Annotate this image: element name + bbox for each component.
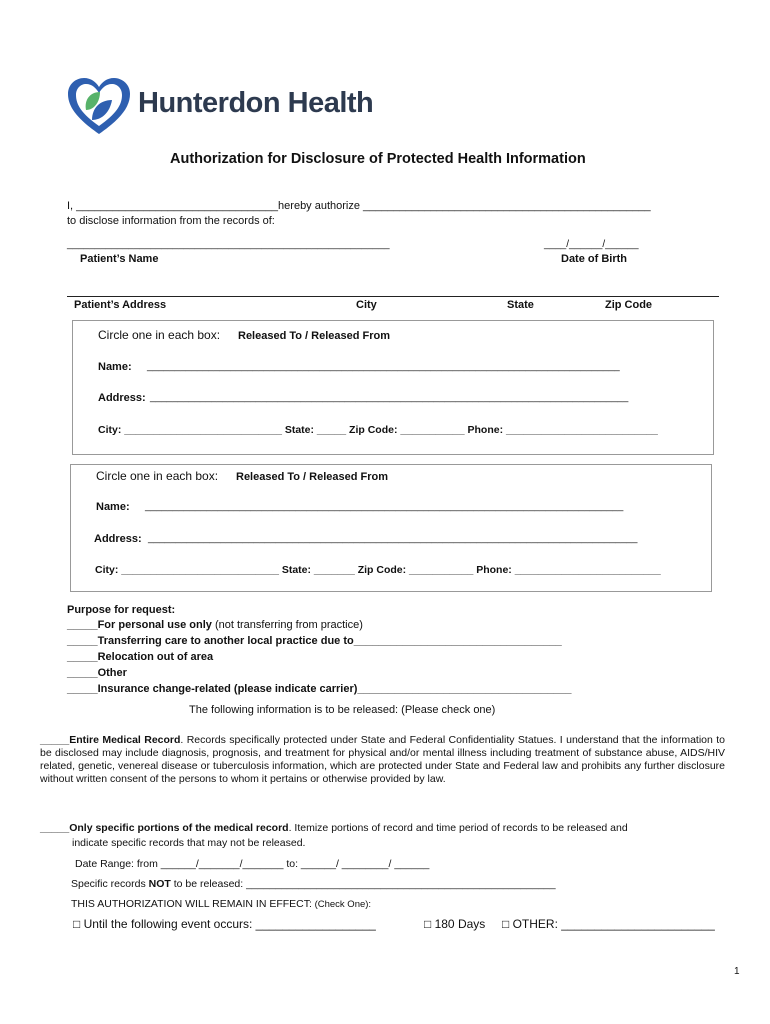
purpose-option-relocation[interactable]: _____Relocation out of area	[67, 651, 214, 663]
purpose-option-insurance[interactable]: _____Insurance change-related (please indicate carrier)___________________________________	[67, 683, 572, 695]
released-options-1[interactable]: Released To / Released From	[238, 330, 391, 342]
effect-heading-text: THIS AUTHORIZATION WILL REMAIN IN EFFECT:	[71, 898, 312, 910]
name-field-2[interactable]: ______________________________________________________________________________________	[145, 501, 624, 512]
purpose-option-transfer[interactable]: _____Transferring care to another local practice due to__________________________________	[67, 635, 562, 647]
entire-record-label: _____Entire Medical Record	[40, 734, 181, 746]
purpose-heading: Purpose for request:	[67, 604, 176, 616]
specific-portions-text: . Itemize portions of record and time period of records to be released and	[288, 822, 628, 834]
not-released-post: to be released: _____________________________________________________	[170, 878, 556, 890]
patient-name-label: Patient’s Name	[80, 253, 159, 265]
address-field-1[interactable]: ______________________________________________________________________________________	[150, 392, 629, 403]
date-range-field[interactable]: Date Range: from ______/_______/_______ to: ______/ ________/ ______	[75, 858, 430, 870]
address-field-2[interactable]: ________________________________________________________________________________________	[148, 533, 638, 544]
released-info-text: The following information is to be released: (Please check one)	[189, 704, 496, 716]
circle-label-2: Circle one in each box:	[96, 469, 219, 483]
zip-label: Zip Code	[605, 299, 653, 311]
page-title: Authorization for Disclosure of Protected Health Information	[170, 151, 586, 167]
city-label: City	[356, 299, 377, 311]
purpose-option-other[interactable]: _____Other	[67, 667, 127, 679]
circle-label-1: Circle one in each box:	[98, 328, 221, 342]
address-label-1: Address:	[98, 392, 146, 404]
state-label: State	[507, 299, 534, 311]
city-row-1[interactable]: City: ___________________________ State: _____ Zip Code: ___________ Phone: __________________________	[98, 424, 658, 436]
address-label-2: Address:	[94, 533, 142, 545]
logo	[66, 76, 372, 136]
name-label-1: Name:	[98, 361, 132, 373]
released-options-2[interactable]: Released To / Released From	[236, 471, 389, 483]
name-label-2: Name:	[96, 501, 130, 513]
entire-record-text: . Records specifically protected under State and Federal Confidentiality Statues. I understand that the information to be disclosed may include diagnosis, prognosis, and treatment for physical and/or mental illness including treatment of substance abuse, AIDS/HIV related, genetic, venereal disease or tuberculosis information, which are protected under State and Federal law and prohibits any further disclosure without written consent of the persons to whom it pertains or otherwise provided by law.	[40, 734, 725, 785]
effect-heading	[71, 898, 371, 910]
intro-line-1: I, _________________________________hereby authorize _______________________________________________	[67, 200, 651, 212]
patient-name-line: __________________________________________________________	[67, 239, 390, 250]
not-released-field[interactable]	[71, 878, 556, 890]
purpose-option-personal-note: (not transferring from practice)	[211, 619, 363, 631]
purpose-option-personal-label: _____For personal use only	[67, 619, 212, 631]
dob-line: ____/______/______	[544, 239, 639, 250]
not-released-bold: NOT	[148, 878, 171, 890]
intro-line-2: to disclose information from the records of:	[67, 215, 275, 227]
dob-label: Date of Birth	[561, 253, 627, 265]
specific-portions-line-2: indicate specific records that may not be released.	[72, 837, 306, 849]
page-number: 1	[734, 966, 740, 977]
specific-portions-option[interactable]	[40, 822, 628, 834]
city-row-2[interactable]: City: ___________________________ State: _______ Zip Code: ___________ Phone: _________________________	[95, 564, 661, 576]
heart-leaf-icon	[66, 76, 132, 136]
effect-option-event[interactable]: □ Until the following event occurs: __________________	[73, 917, 376, 931]
entire-record-option[interactable]	[40, 734, 725, 786]
address-rule	[67, 296, 719, 297]
effect-heading-small: (Check One):	[311, 899, 372, 910]
effect-option-180-days[interactable]: □ 180 Days	[424, 917, 486, 931]
patient-address-label: Patient’s Address	[74, 299, 167, 311]
logo-text: Hunterdon Health	[138, 87, 374, 119]
effect-option-other[interactable]: □ OTHER: _______________________	[502, 917, 715, 931]
specific-portions-label: _____Only specific portions of the medical record	[40, 822, 289, 834]
purpose-option-personal[interactable]	[67, 619, 363, 631]
name-field-1[interactable]: _____________________________________________________________________________________	[147, 361, 620, 372]
not-released-pre: Specific records	[71, 878, 149, 890]
